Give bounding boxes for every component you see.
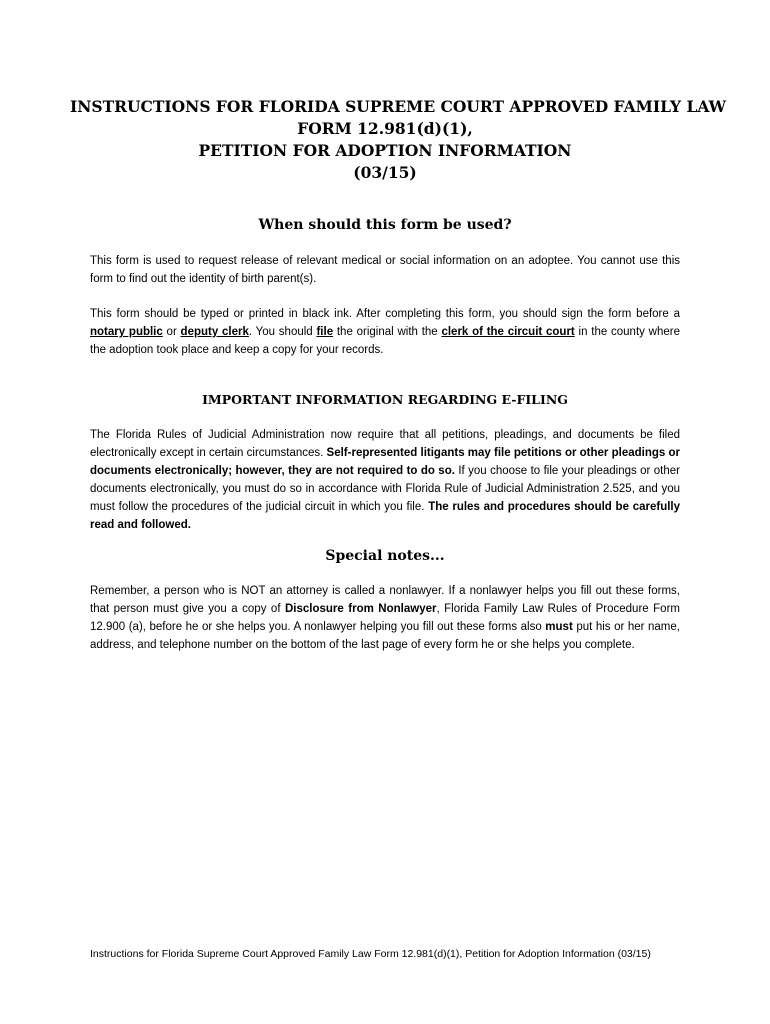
efiling-text-1: The Florida Rules of Judicial Administration now require that all petitions, pleadings, and documents be filed electronically except in certain circumstances. (90, 429, 680, 459)
notes-bold-2: must (545, 621, 573, 633)
title-line-1: INSTRUCTIONS FOR FLORIDA SUPREME COURT APPROVED FAMILY LAW (70, 97, 727, 116)
filing-text-5: in the county where the adoption took place and keep a copy for your records. (90, 326, 680, 356)
page-footer: Instructions for Florida Supreme Court Approved Family Law Form 12.981(d)(1), Petition for Adoption Information (03/15) (90, 948, 651, 960)
title-line-2: FORM 12.981(d)(1), (297, 119, 473, 138)
paragraph-filing (90, 305, 680, 359)
notary-public-link[interactable]: notary public (90, 326, 163, 338)
heading-efiling: IMPORTANT INFORMATION REGARDING E-FILING (202, 392, 568, 407)
file-link[interactable]: file (316, 326, 334, 338)
deputy-clerk-link[interactable]: deputy clerk (180, 326, 249, 338)
filing-text-4: the original with the (333, 326, 442, 338)
efiling-text-2: If you choose to file your pleadings or other documents electronically, you must do so in accordance with Florida Rule of Judicial Administration 2.525, and you must follow the procedures of the judicial circuit in which you file. (90, 465, 680, 513)
paragraph-purpose: This form is used to request release of relevant medical or social information on an adoptee. You cannot use this form to find out the identity of birth parent(s). (90, 255, 680, 285)
notes-text-2: , Florida Family Law Rules of Procedure Form 12.900 (a), before he or she helps you. A nonlawyer helping you fill out these forms also (90, 603, 680, 633)
heading-special-notes: Special notes... (325, 548, 445, 564)
notes-text-1: Remember, a person who is NOT an attorney is called a nonlawyer. If a nonlawyer helps you fill out these forms, that person must give you a copy of (90, 585, 680, 615)
efiling-bold-1: Self-represented litigants may file petitions or other pleadings or documents electronically; however, they are not required to do so. (90, 447, 680, 477)
clerk-of-circuit-court-link[interactable]: clerk of the circuit court (441, 326, 575, 338)
paragraph-efiling (90, 426, 680, 534)
title-line-3: PETITION FOR ADOPTION INFORMATION (198, 141, 572, 160)
paragraph-special-notes (90, 582, 680, 654)
filing-text-3: . You should (248, 326, 317, 338)
notes-bold-1: Disclosure from Nonlawyer (285, 603, 437, 615)
heading-when-used: When should this form be used? (258, 217, 512, 233)
document-title (70, 96, 727, 184)
filing-text-1: This form should be typed or printed in black ink. After completing this form, you should sign the form before a (90, 308, 680, 320)
notes-text-3: put his or her name, address, and telephone number on the bottom of the last page of every form he or she helps you complete. (90, 621, 680, 651)
filing-text-2: or (162, 326, 181, 338)
title-line-4: (03/15) (353, 163, 417, 182)
efiling-bold-2: The rules and procedures should be carefully read and followed. (90, 501, 680, 531)
